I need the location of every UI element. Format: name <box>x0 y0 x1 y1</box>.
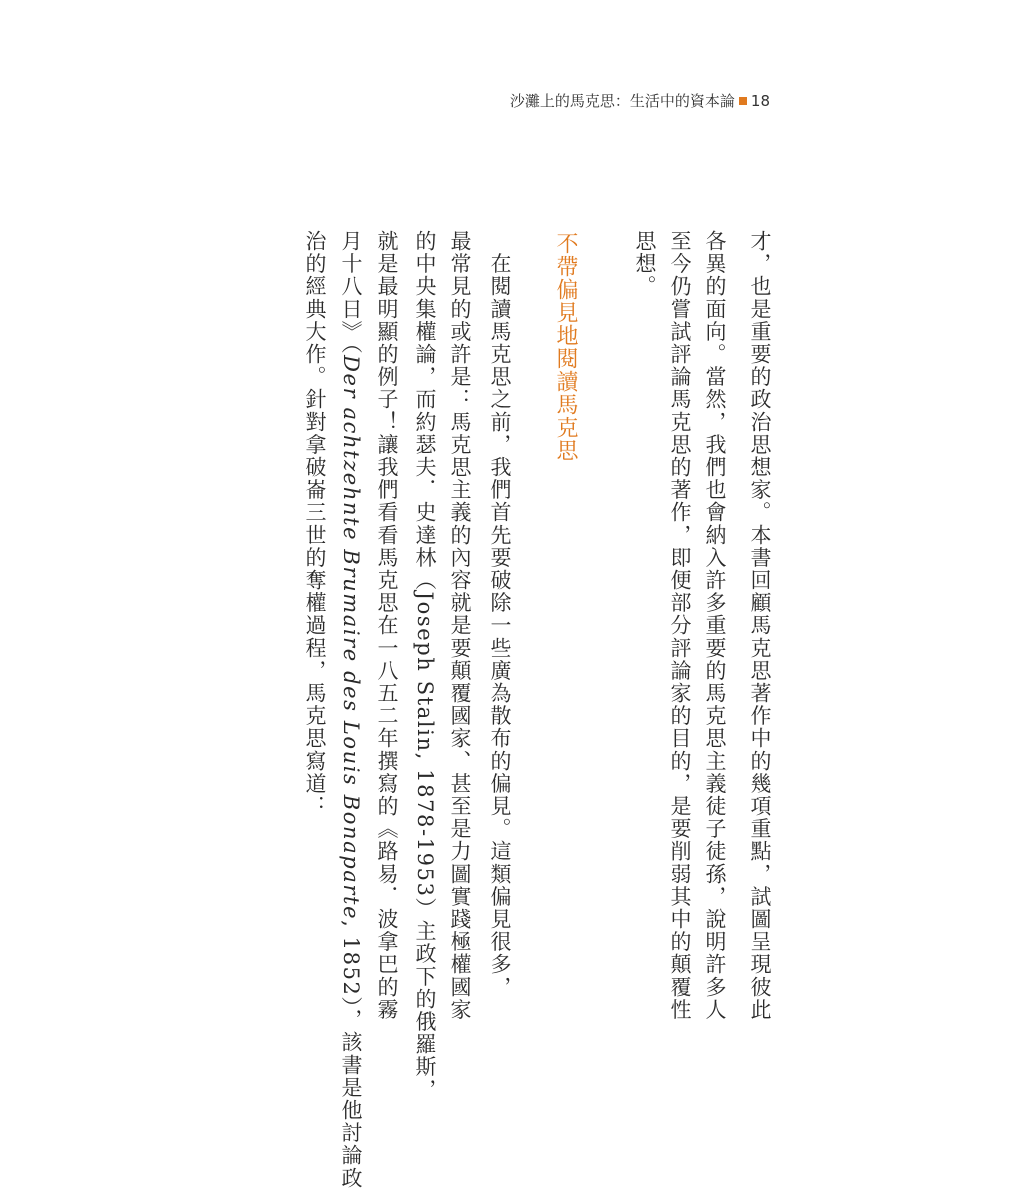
text-column-5: 在閱讀馬克思之前，我們首先要破除一些廣為散布的偏見。這類偏見很多， <box>488 230 512 999</box>
column-9-lead: 月十八日》（ <box>339 230 363 356</box>
column-9-tail: , 1852），該書是他討論政 <box>339 920 363 1189</box>
text-column-10: 治的經典大作。針對拿破崙三世的奪權過程，馬克思寫道： <box>303 230 327 818</box>
text-column-3: 至今仍嘗試評論馬克思的著作，即便部分評論家的目的，是要削弱其中的顛覆性 <box>668 230 692 1021</box>
text-column-2: 各異的面向。當然，我們也會納入許多重要的馬克思主義徒子徒孫，說明許多人 <box>703 230 727 1021</box>
section-heading: 不帶偏見地閱讀馬克思 <box>553 232 578 462</box>
text-column-4: 思想。 <box>633 230 657 298</box>
text-column-9 <box>336 230 366 1189</box>
text-column-1: 才，也是重要的政治思想家。本書回顧馬克思著作中的幾項重點，試圖呈現彼此 <box>748 230 772 1021</box>
text-column-6: 最常見的或許是：馬克思主義的內容就是要顛覆國家、甚至是力圖實踐極權國家 <box>448 230 472 1021</box>
header-marker-square <box>739 97 747 105</box>
running-header <box>510 90 770 111</box>
book-title-italic: Der achtzehnte Brumaire des Louis Bonaparte <box>339 355 363 921</box>
page-number: 18 <box>750 91 770 110</box>
running-title: 沙灘上的馬克思：生活中的資本論 <box>509 92 735 110</box>
text-column-8: 就是最明顯的例子！讓我們看看馬克思在一八五二年撰寫的《路易．波拿巴的霧 <box>375 230 399 1021</box>
text-column-7: 的中央集權論，而約瑟夫．史達林（Joseph Stalin, 1878-1953）主政下的俄羅斯， <box>413 230 437 1101</box>
